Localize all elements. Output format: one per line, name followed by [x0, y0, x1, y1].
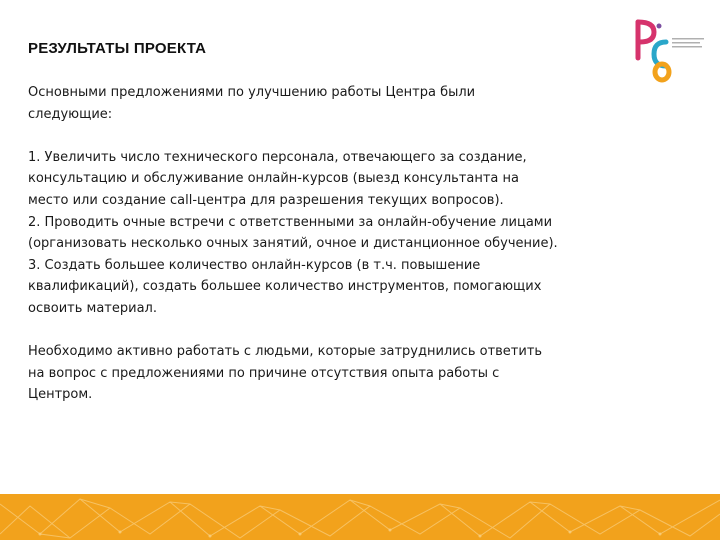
triangle-pattern-icon [0, 494, 720, 540]
conclusion-line: на вопрос с предложениями по причине отсутствия опыта работы с [28, 365, 500, 381]
point-line: (организовать несколько очных занятий, очное и дистанционное обучение). [28, 236, 558, 252]
point-line: 1. Увеличить число технического персонала, отвечающего за создание, [28, 149, 527, 165]
slide-body [28, 82, 648, 406]
footer-pattern-band [0, 494, 720, 540]
point-line: квалификаций), создать большее количество инструментов, помогающих [28, 279, 542, 295]
conclusion-line: Центром. [28, 387, 93, 403]
point-line: 2. Проводить очные встречи с ответственными за онлайн-обучение лицами [28, 214, 553, 230]
point-line: место или создание call-центра для разрешения текущих вопросов). [28, 192, 504, 208]
slide-title: РЕЗУЛЬТАТЫ ПРОЕКТА [28, 40, 207, 57]
paragraph-spacer [28, 320, 648, 342]
intro-line: следующие: [28, 106, 113, 122]
conclusion-line: Необходимо активно работать с людьми, которые затруднились ответить [28, 344, 543, 360]
point-line: освоить материал. [28, 300, 157, 316]
intro-line: Основными предложениями по улучшению работы Центра были [28, 85, 476, 100]
pco-logo-icon [632, 14, 712, 84]
point-line: консультацию и обслуживание онлайн-курсов (выезд консультанта на [28, 171, 519, 187]
point-line: 3. Создать большее количество онлайн-курсов (в т.ч. повышение [28, 257, 481, 273]
paragraph-spacer [28, 125, 648, 147]
